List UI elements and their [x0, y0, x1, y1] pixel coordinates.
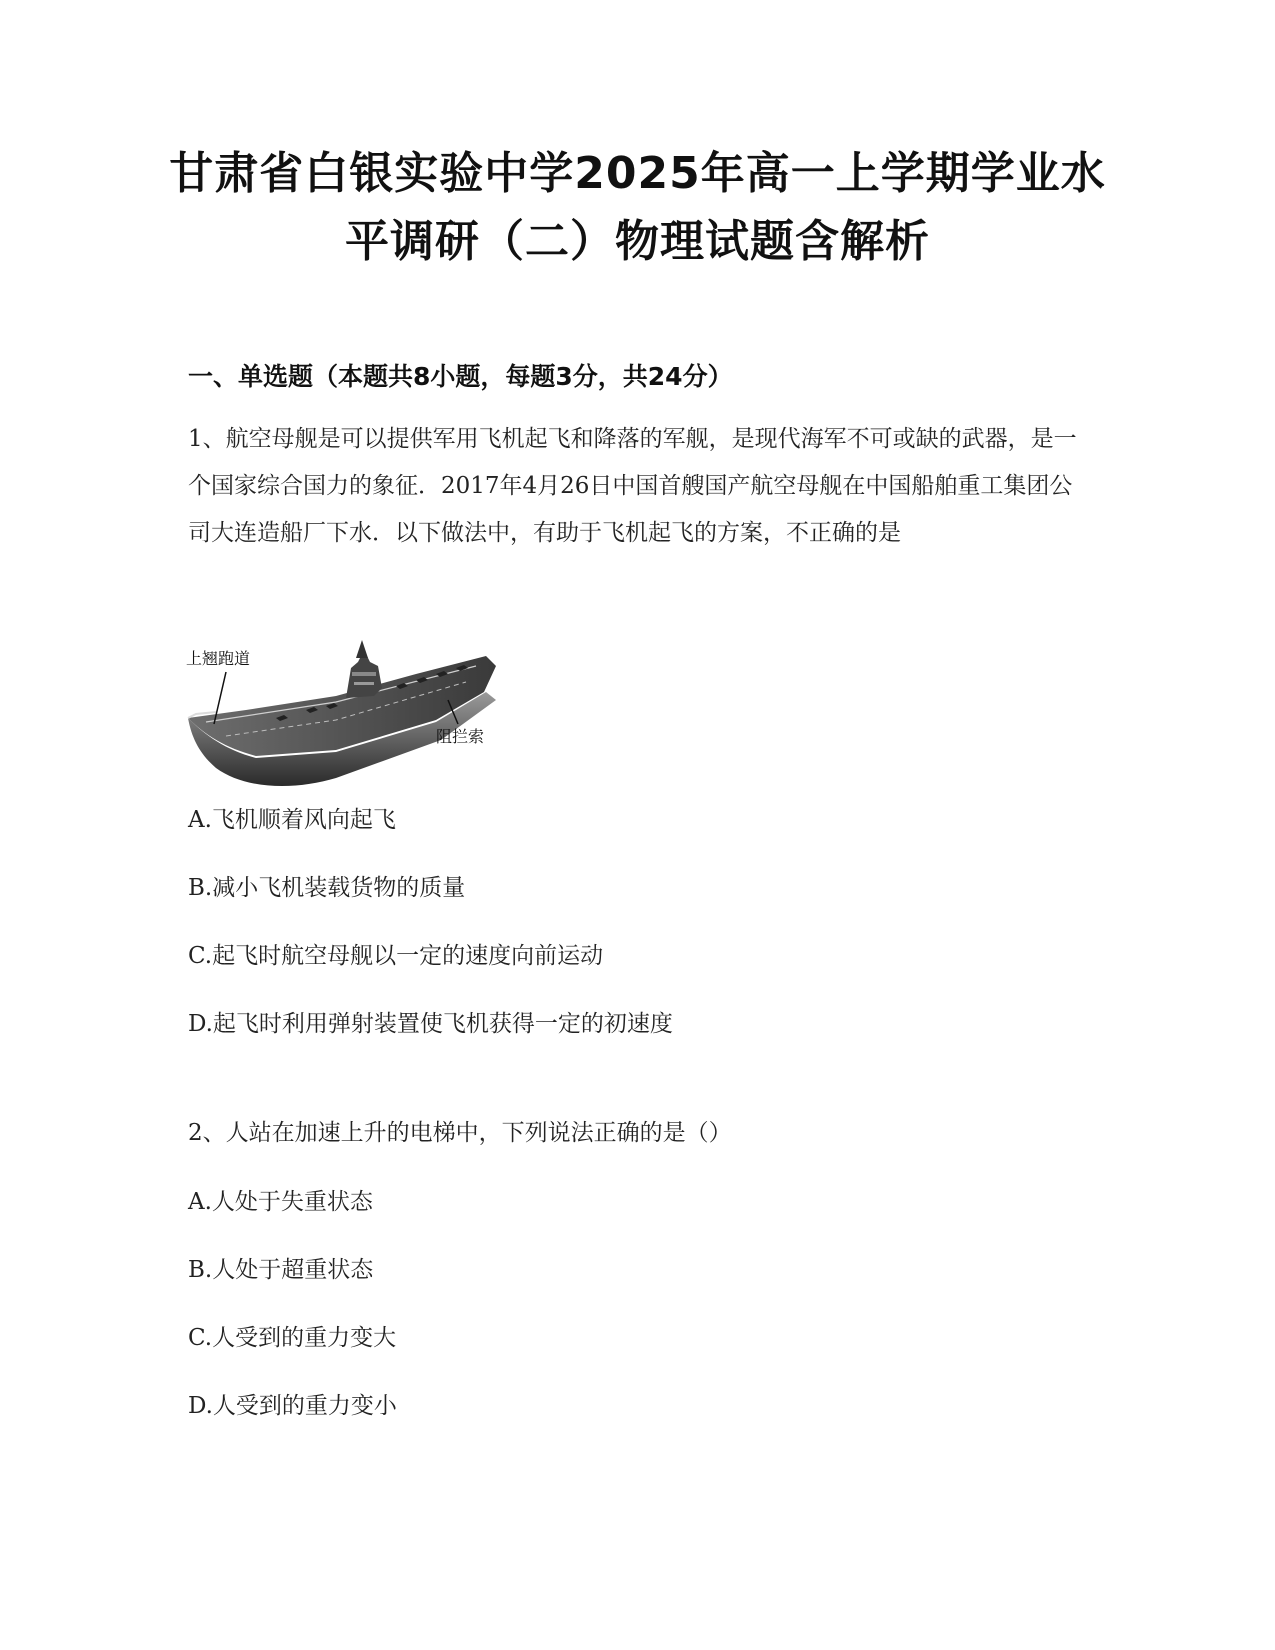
question-1-option-d: D.起飞时利用弹射装置使飞机获得一定的初速度	[188, 1011, 673, 1037]
question-2-option-c: C.人受到的重力变大	[188, 1325, 397, 1351]
aircraft-carrier-figure	[186, 640, 526, 810]
section-heading: 一、单选题（本题共8小题，每题3分，共24分）	[188, 362, 733, 391]
document-title: 甘肃省白银实验中学2025年高一上学期学业水平调研（二）物理试题含解析	[169, 148, 1106, 267]
question-2-text: 2、人站在加速上升的电梯中，下列说法正确的是（）	[188, 1120, 732, 1146]
question-2-option-b: B.人处于超重状态	[188, 1257, 374, 1283]
question-1-option-c: C.起飞时航空母舰以一定的速度向前运动	[188, 943, 604, 969]
question-1-text: 1、航空母舰是可以提供军用飞机起飞和降落的军舰，是现代海军不可或缺的武器，是一个国家综合国力的象征．2017年4月26日中国首艘国产航空母舰在中国船舶重工集团公司大连造船厂下水．以下做法中，有助于飞机起飞的方案，不正确的是	[188, 426, 1077, 546]
question-1-option-b: B.减小飞机装载货物的质量	[188, 875, 466, 901]
question-2-option-d: D.人受到的重力变小	[188, 1393, 397, 1419]
question-2-option-a: A.人处于失重状态	[188, 1189, 373, 1215]
question-1-option-a: A.飞机顺着风向起飞	[188, 807, 396, 833]
ramp-runway-label: 上翘跑道	[186, 649, 251, 668]
arresting-cable-label: 阻拦索	[436, 727, 485, 746]
